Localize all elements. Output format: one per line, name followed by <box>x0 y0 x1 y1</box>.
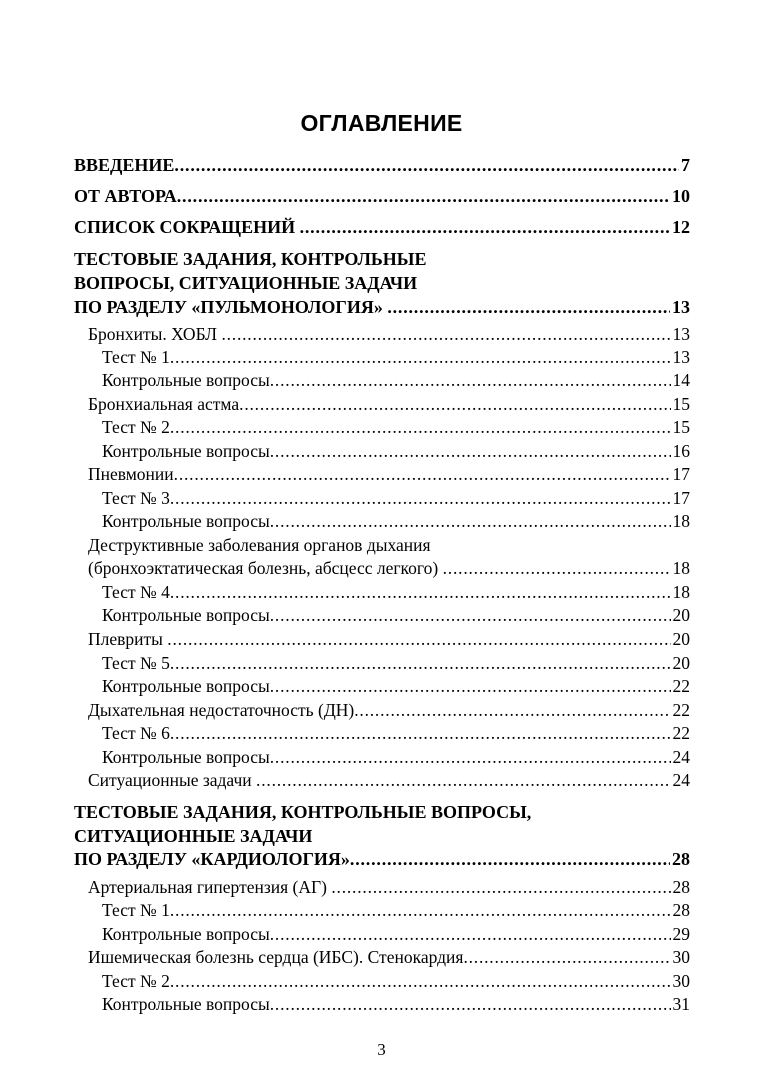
toc-entry[interactable] <box>102 487 690 509</box>
toc-entry-page: 18 <box>672 511 690 531</box>
toc-entry-page: 22 <box>672 676 690 696</box>
toc-entry-label: Ситуационные задачи <box>88 770 257 790</box>
toc-entry-page: 16 <box>672 441 690 461</box>
toc-entry-page: 12 <box>672 217 690 237</box>
toc-entry[interactable] <box>88 393 690 415</box>
toc-entry[interactable] <box>88 557 690 579</box>
toc-entry-label: ПО РАЗДЕЛУ «КАРДИОЛОГИЯ» <box>74 849 350 869</box>
toc-entry-label: СПИСОК СОКРАЩЕНИЙ <box>74 217 300 237</box>
toc-entry-page: 20 <box>672 653 690 673</box>
toc-entry-page: 7 <box>681 155 690 175</box>
toc-entry-page: 31 <box>672 994 690 1014</box>
toc-entry-page: 30 <box>672 971 690 991</box>
toc-entry-label: Контрольные вопросы <box>102 511 270 531</box>
toc-entry-label: Контрольные вопросы <box>102 924 270 944</box>
toc-entry-page: 13 <box>672 297 690 317</box>
toc-entry-introduction[interactable] <box>74 154 690 176</box>
toc-entry-label: Тест № 5 <box>102 653 170 673</box>
toc-entry-page: 28 <box>672 849 690 869</box>
toc-entry-abbreviations[interactable] <box>74 216 690 238</box>
toc-entry-page: 22 <box>672 723 690 743</box>
toc-entry[interactable] <box>102 346 690 368</box>
toc-entry-page: 13 <box>672 347 690 367</box>
toc-section-heading-line: ВОПРОСЫ, СИТУАЦИОННЫЕ ЗАДАЧИ <box>74 273 418 293</box>
page-number: 3 <box>377 1040 386 1059</box>
toc-entry-page: 24 <box>672 747 690 767</box>
toc-entry-from-author[interactable] <box>74 185 690 207</box>
toc-entry-label: Тест № 6 <box>102 723 170 743</box>
toc-entry[interactable] <box>88 946 690 968</box>
toc-entry-page: 24 <box>672 770 690 790</box>
toc-entry[interactable] <box>88 628 690 650</box>
toc-entry-label: Тест № 1 <box>102 900 170 920</box>
toc-entry[interactable] <box>102 993 690 1015</box>
toc-entry-label: ВВЕДЕНИЕ <box>74 155 175 175</box>
toc-entry-label: Бронхиальная астма <box>88 394 240 414</box>
toc-entry[interactable] <box>102 970 690 992</box>
toc-entry-label: ОТ АВТОРА <box>74 186 177 206</box>
toc-entry-label: Контрольные вопросы <box>102 370 270 390</box>
toc-section-heading-line: СИТУАЦИОННЫЕ ЗАДАЧИ <box>74 826 313 846</box>
toc-entry-label: (бронхоэктатическая болезнь, абсцесс легкого) <box>88 558 443 578</box>
toc-entry[interactable] <box>102 899 690 921</box>
toc-entry-page: 28 <box>672 877 690 897</box>
toc-entry-cardiology-section[interactable] <box>74 848 690 870</box>
toc-entry[interactable] <box>102 675 690 697</box>
toc-entry-label: ПО РАЗДЕЛУ «ПУЛЬМОНОЛОГИЯ» <box>74 297 388 317</box>
toc-entry-page: 28 <box>672 900 690 920</box>
toc-entry-page: 14 <box>672 370 690 390</box>
toc-entry-page: 29 <box>672 924 690 944</box>
toc-entry-page: 18 <box>672 558 690 578</box>
toc-entry-label: Плевриты <box>88 629 168 649</box>
toc-entry[interactable] <box>88 699 690 721</box>
toc-entry-page: 22 <box>672 700 690 720</box>
toc-entry[interactable] <box>88 876 690 898</box>
toc-entry[interactable] <box>102 923 690 945</box>
toc-entry-label: Тест № 4 <box>102 582 170 602</box>
toc-entry[interactable] <box>88 463 690 485</box>
toc-entry-label: Дыхательная недостаточность (ДН) <box>88 700 355 720</box>
toc-entry-label: Пневмонии <box>88 464 174 484</box>
toc-entry-label: Контрольные вопросы <box>102 747 270 767</box>
toc-entry-label: Тест № 1 <box>102 347 170 367</box>
toc-entry-page: 30 <box>672 947 690 967</box>
toc-entry-label: Контрольные вопросы <box>102 605 270 625</box>
toc-entry-pulmonology-section[interactable] <box>74 296 690 318</box>
toc-entry-page: 18 <box>672 582 690 602</box>
toc-entry[interactable] <box>102 746 690 768</box>
toc-entry-page: 20 <box>672 605 690 625</box>
toc-entry-label: Тест № 2 <box>102 971 170 991</box>
toc-entry-label: Артериальная гипертензия (АГ) <box>88 877 332 897</box>
toc-entry[interactable] <box>88 769 690 791</box>
toc-entry-label: Тест № 3 <box>102 488 170 508</box>
toc-entry-page: 17 <box>672 488 690 508</box>
toc-entry-label: Тест № 2 <box>102 417 170 437</box>
toc-entry-line: Деструктивные заболевания органов дыхания <box>88 535 431 555</box>
toc-entry[interactable] <box>102 510 690 532</box>
toc-entry[interactable] <box>102 440 690 462</box>
toc-entry-label: Бронхиты. ХОБЛ <box>88 324 222 344</box>
toc-entry[interactable] <box>102 604 690 626</box>
toc-section-heading-line: ТЕСТОВЫЕ ЗАДАНИЯ, КОНТРОЛЬНЫЕ <box>74 249 427 269</box>
toc-entry-page: 15 <box>672 417 690 437</box>
toc-entry[interactable] <box>88 323 690 345</box>
toc-entry[interactable] <box>102 722 690 744</box>
toc-entry[interactable] <box>102 652 690 674</box>
toc-entry[interactable] <box>102 369 690 391</box>
toc-entry-label: Контрольные вопросы <box>102 994 270 1014</box>
toc-entry-label: Ишемическая болезнь сердца (ИБС). Стенокардия <box>88 947 464 967</box>
toc-entry-label: Контрольные вопросы <box>102 676 270 696</box>
page-title: ОГЛАВЛЕНИЕ <box>300 110 463 136</box>
toc-entry[interactable] <box>102 416 690 438</box>
toc-entry-page: 10 <box>672 186 690 206</box>
toc-entry[interactable] <box>102 581 690 603</box>
toc-entry-page: 13 <box>672 324 690 344</box>
toc-entry-page: 20 <box>672 629 690 649</box>
toc-section-heading-line: ТЕСТОВЫЕ ЗАДАНИЯ, КОНТРОЛЬНЫЕ ВОПРОСЫ, <box>74 802 532 822</box>
toc-entry-page: 15 <box>672 394 690 414</box>
toc-entry-page: 17 <box>672 464 690 484</box>
toc-entry-label: Контрольные вопросы <box>102 441 270 461</box>
